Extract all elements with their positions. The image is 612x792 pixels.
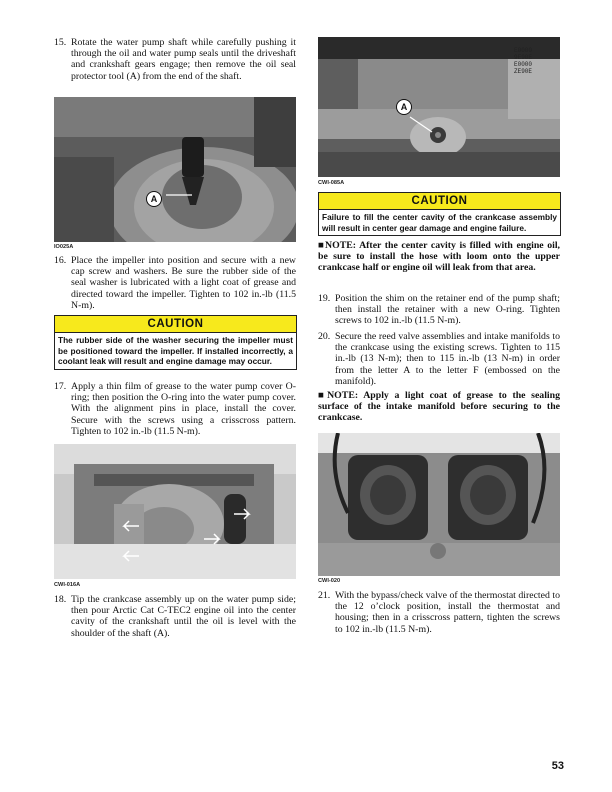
step-number: 17.	[54, 381, 67, 392]
caution-header: CAUTION	[55, 316, 296, 333]
note-hose-loom	[318, 240, 560, 274]
engine-photo-illustration	[54, 444, 296, 579]
caution-body: Failure to fill the center cavity of the crankcase assembly will result in center gear damage and engine failure.	[322, 212, 557, 233]
step-text: Position the shim on the retainer end of the pump shaft; then install the retainer with a new O-ring. Tighten screws to 102 in.-lb (11.5 N-m).	[335, 293, 560, 327]
step-number: 15.	[54, 37, 67, 48]
step-20	[318, 331, 560, 387]
caution-header: CAUTION	[319, 193, 560, 210]
step-16	[54, 255, 296, 311]
step-text: Apply a thin film of grease to the water pump cover O-ring; then position the O-ring into the water pump cover. With the alignment pins in place, install the cover. Secure with the screws using a crisscross pattern. Tighten to 102 in.-lb (11.5 N-m).	[71, 381, 296, 437]
note-intake-manifold-grease	[318, 390, 560, 424]
figure-caption: CWI-016A	[54, 582, 81, 588]
engine-photo-illustration	[318, 433, 560, 576]
step-21	[318, 590, 560, 635]
figure-caption: CWI-085A	[318, 180, 345, 186]
caution-box-impeller-washer	[54, 315, 297, 370]
figure-water-pump-shaft-photo	[54, 97, 296, 242]
figure-caption: IO025A	[54, 244, 74, 250]
step-17	[54, 381, 296, 437]
step-18	[54, 594, 296, 639]
step-15	[54, 37, 296, 82]
engine-photo-illustration	[54, 97, 296, 242]
note-text: NOTE: After the center cavity is filled with engine oil, be sure to install the hose with loom onto the upper crankcase half or engine oil will leak from that area.	[318, 240, 561, 274]
note-marker-icon: ■	[318, 390, 328, 401]
figure-intake-manifold-photo	[318, 433, 560, 576]
step-number: 19.	[318, 293, 331, 304]
step-19	[318, 293, 560, 327]
note-text: NOTE: Apply a light coat of grease to the sealing surface of the intake manifold before securing to the crankcase.	[318, 390, 560, 424]
step-number: 16.	[54, 255, 67, 266]
figure-water-pump-cover-photo	[54, 444, 296, 579]
figure-crankcase-shaft-photo	[318, 37, 560, 177]
figure-caption: CWI-020	[318, 578, 341, 584]
stamp-marking: E0000 9E90E E0000 ZE90E	[514, 47, 533, 75]
callout-a: A	[146, 191, 162, 207]
step-text: Tip the crankcase assembly up on the water pump side; then pour Arctic Cat C-TEC2 engine oil into the center cavity of the crankshaft until the oil is level with the shoulder of the shaft (A).	[71, 594, 296, 639]
step-text: Rotate the water pump shaft while carefully pushing it through the oil and water pump seals until the driveshaft and crankshaft gears engage; then remove the oil seal protector tool (A) from the end of the shaft.	[71, 37, 296, 82]
note-marker-icon: ■	[318, 240, 326, 251]
step-number: 21.	[318, 590, 331, 601]
caution-box-center-cavity	[318, 192, 561, 236]
step-number: 20.	[318, 331, 331, 342]
step-text: Secure the reed valve assemblies and intake manifolds to the crankcase using the existing screws. Tighten to 115 in.-lb (13 N-m); then to 115 in.-lb (13 N-m) in order from the letter A to the letter F (embossed on the manifold).	[335, 331, 560, 387]
callout-a: A	[396, 99, 412, 115]
caution-body: The rubber side of the washer securing the impeller must be positioned toward the impeller. If installed incorrectly, a coolant leak will result and engine damage may occur.	[58, 335, 293, 366]
step-text: Place the impeller into position and secure with a new cap screw and washers. Be sure the rubber side of the seal washer is lubricated with a light coat of grease and directed toward the impeller. Tighten to 102 in.-lb (11.5 N-m).	[71, 255, 296, 311]
page-number: 53	[551, 760, 564, 772]
step-text: With the bypass/check valve of the thermostat directed to the 12 o’clock position, install the thermostat and housing; then in a crisscross pattern, tighten the screws to 102 in.-lb (11.5 N-m).	[335, 590, 560, 635]
step-number: 18.	[54, 594, 67, 605]
